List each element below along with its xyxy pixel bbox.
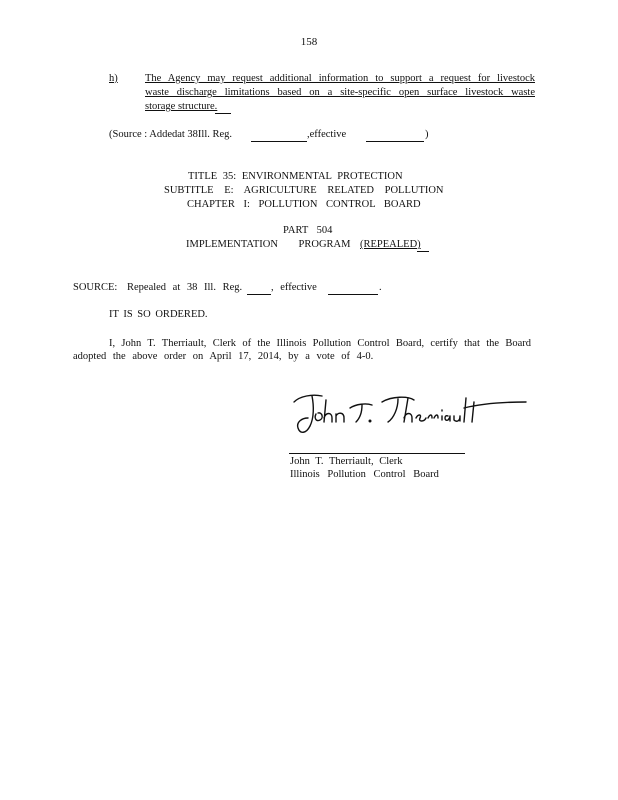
page-number: 158 <box>300 36 318 48</box>
source-repealed-effective: , effective <box>271 282 317 293</box>
heading-part-name: IMPLEMENTATION PROGRAM <box>186 239 351 250</box>
signature-name-title: John T. Therriault, Clerk <box>290 456 403 467</box>
source-repealed-end: . <box>379 282 382 293</box>
heading-title: TITLE 35: ENVIRONMENTAL PROTECTION <box>188 171 403 182</box>
signature-organization: Illinois Pollution Control Board <box>290 469 439 480</box>
item-h-label: h) <box>109 73 118 84</box>
source-note-close: ) <box>425 129 429 140</box>
heading-repealed: (REPEALED) <box>360 239 421 250</box>
signature-line <box>289 453 465 454</box>
item-h-line-2: waste discharge limitations based on a site-specific open surface livestock waste <box>145 87 535 98</box>
heading-chapter: CHAPTER I: POLLUTION CONTROL BOARD <box>187 199 421 210</box>
source-note-prefix: (Source : Addedat 38Ill. Reg. <box>109 129 233 140</box>
heading-subtitle: SUBTITLE E: AGRICULTURE RELATED POLLUTION <box>164 185 444 196</box>
so-ordered: IT IS SO ORDERED. <box>109 309 208 320</box>
source-note-effective: ,effective <box>307 129 347 140</box>
certification-line-1: I, John T. Therriault, Clerk of the Illinois Pollution Control Board, certify that the Board <box>109 338 531 349</box>
item-h-line-1: The Agency may request additional information to support a request for livestock <box>145 73 535 84</box>
heading-repealed-trailing-rule <box>417 251 429 252</box>
item-h-line-3: storage structure. <box>145 101 218 112</box>
heading-part: PART 504 <box>283 225 333 236</box>
source-repealed-effective-blank <box>328 294 378 295</box>
certification-line-2: adopted the above order on April 17, 2014, by a vote of 4-0. <box>73 351 374 362</box>
source-repealed-text: Repealed at 38 Ill. Reg. <box>127 282 243 293</box>
source-note-effective-blank <box>366 141 424 142</box>
source-note-reg-blank <box>251 141 307 142</box>
handwritten-signature <box>290 388 530 440</box>
source-repealed-label: SOURCE: <box>73 282 118 293</box>
item-h-trailing-rule <box>215 113 231 114</box>
source-repealed-reg-blank <box>247 294 271 295</box>
